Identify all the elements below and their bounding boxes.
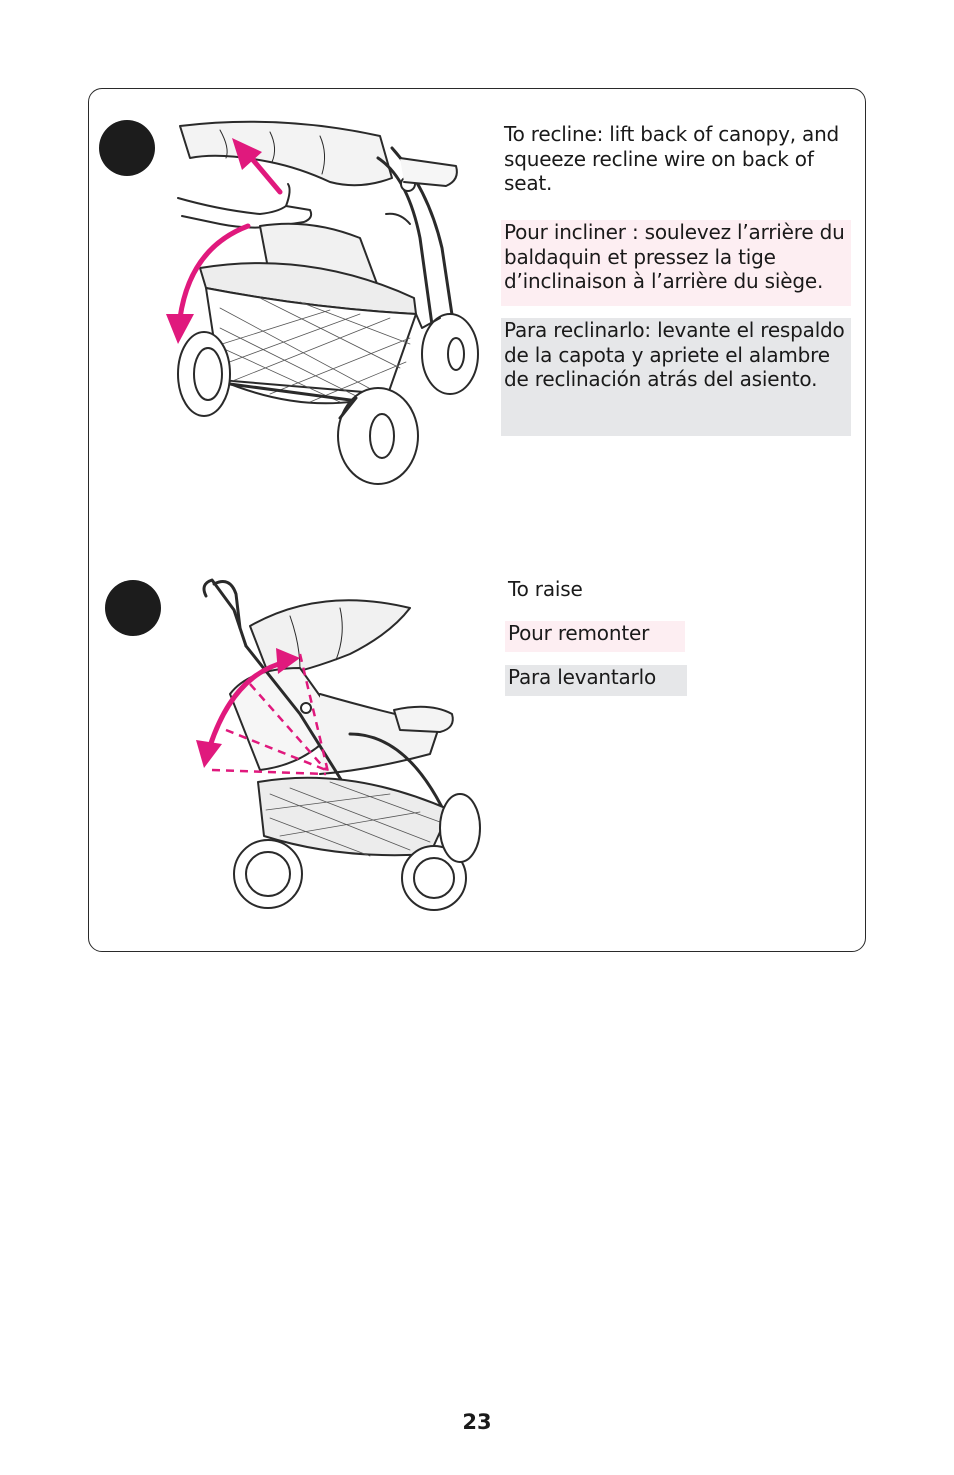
step-1-text-fr: Pour incliner : soulevez l’arrière du baldaquin et pressez la tige d’inclinaison à l’arrière du siège. (501, 220, 851, 306)
step-2-text-en: To raise (508, 577, 583, 601)
step-1-text-en: To recline: lift back of canopy, and squeeze recline wire on back of seat. (504, 122, 840, 195)
step-1-marker (99, 120, 155, 176)
recline-illustration (160, 118, 490, 486)
page-number: 23 (462, 1410, 492, 1434)
step-2-text-fr: Pour remonter (505, 621, 685, 652)
raise-illustration (190, 574, 490, 914)
step-2-text-es: Para levantarlo (505, 665, 687, 696)
step-1-text-es: Para reclinarlo: levante el respaldo de la capota y apriete el alambre de reclinación atrás del asiento. (501, 318, 851, 436)
step-2-marker (105, 580, 161, 636)
